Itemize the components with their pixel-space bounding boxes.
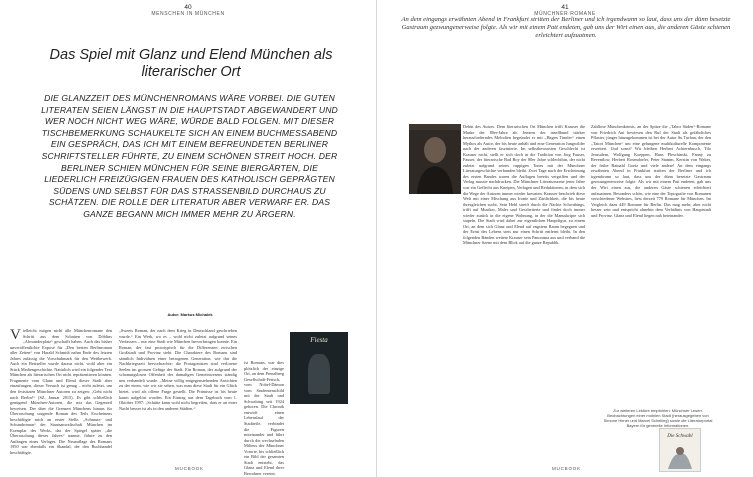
page-number: 40 — [184, 4, 192, 11]
page-number: 41 — [561, 4, 569, 11]
left-page — [0, 0, 376, 477]
article-title: Das Spiel mit Glanz und Elend München als literarischer Ort — [49, 47, 333, 80]
body-text: „Sweets Roman, der nach dem Krieg in Deutschland geschrieben wurde.“ Ein Werk, wo es – wohl nicht zuletzt aufgrund seines Verfassers – nur eine Stadt wie München hervorbringen konnte. Ein Roman, der fast prototypisch für die Differenzen zwischen Großstadt und Provinz steht. Die Charaktere des Romans sind sämtlich Individuen einer betrogenen Generation, wie ihn die Nachkriegszeit hervorbrachte; die Protagonisten sind verlorene Seelen im grossen Gefüge der Stadt. Ein Roman, der aufgrund der schonungslosen Offenheit des damaligen Gemeinwesens ständig neu verhandelt wurde. „Meine völlig entgegenstehenden Ansichten zu der einen, wie wir sie sehen, was man diese Stadt für ein Glück bietet, wird als offene Frage gestellt. Die Prämisse ist bis heute kaum aufgelöst worden. Ein Eintrag aus dem Tagebuch vom 1. Oktober 1997: „Schütte kann wohl nicht begreifen, dass er an einer Nacht besser ist als in den anderen Städten.“ — [119, 328, 237, 411]
right-page — [377, 0, 753, 477]
left-page-header — [128, 4, 248, 17]
drop-cap: V — [10, 327, 21, 343]
pull-quote: An dem eingangs erwähnten Abend in Frankfurt stritten der Berliner und ich irgendwann so laut, dass uns der dünn besetzte Gastraum gezwungenerweise folgte. Als wir mit einem Patt endeten, gab uns der Wirt einen aus, die anderen Gäste schienen erleichtert aufzuatmen. — [401, 16, 731, 40]
book-cover-title: Fiesta — [310, 336, 328, 344]
body-column-3 — [244, 360, 285, 476]
body-text: Debüt des Autors. Dem literarischen Ort München trifft Krauser die Maske der 80er-Jahre ab. Jemens der insellbund stärker herausforderndes Melodien begründet er mit „Hagen Tinnler“ einen Mythos als Autor, der bis heute anhält und eine Generation Jungwilder nach der anderen faszinierte. Im selbstbewussten Geschlecht ist Krauser nicht, stellt er sich doch in die Tradition von Jörg Fauser, Fauser, der literarische Bad Boy der 80er Jahre schlechthin, der nicht zuletzt aufgrund seines ruppigen Tones mit der Münchner Literaturgeschichte verbunden bleibt. Zwei Tage nach der Erscheinung des ersten Bandes waren die Auflagen bereits vergriffen und der Verlag musste nachdrucken. Die Münchner Literaturszene jener Jahre war ein Geflecht aus Kneipen, Verlagen und Redaktionen, in dem sich die Wege der Autoren immer wieder kreuzten. Krauser beschrieb diese Welt mit einer Mischung aus Ironie und Zärtlichkeit, die bis heute ihresgleichen sucht. Sein Held streift durch die Nächte Schwabings, trifft auf Musiker, Maler und Gescheiterte und findet doch immer wieder zurück in die eigene Wohnung, in der die Manuskripte sich stapeln. Die Stadt wird dabei zur eigentlichen Hauptfigur, zu einem Ort, an dem sich Glanz und Elend auf engstem Raum begegnen und der Ernst des Lebens stets nur einen Schritt entfernt bleibt. In den folgenden Bänden weitete Krauser sein Panorama aus und verband die Münchner Szene mit dem Blick auf die ganze Republik. — [463, 124, 585, 246]
footer-brand: MUCBOOK — [175, 466, 204, 471]
body-text: ist Romans, war dies plötzlich der einzige Ort, an dem Prenzlberg Gesellschaft-Fetisch, vom Nobel-Dämon vom Studentenschild mit der Stadt und Schwabing seit 1924 geboren. Die Chronik entwirft einen Lebenslauf der Stadtteile, verbindet die Figuren miteinander und führt durch die wechselnden Milieus der Münchner Vororte, bis schließlich ein Bild der gesamten Stadt entsteht, das Glanz und Elend ihrer Bewohner vereint. — [244, 360, 285, 476]
body-text: Zahllose Münchenkrimis, an der Spitze die „Tabor Süden“-Romane von Friedrich Ani bewiesen den Ruf der Stadt als gefährliches Pflaster, jünger hinzugekommen ist bei der Autor Su Turhan, der den „Tatort München“ um eine gelungene multikulturelle Komponente erweitert. Und sonst? Wir bleiben Herbert Achternbusch, Tilo Jerusalem, Wolfgang Koeppen, Hans Pleschinski, Fanny zu Reventlow, Herbert Rosendorfer, Peter Stamm, Kerstin von Walter, der frühe Rainald Goetz und viele andere! An dem eingangs erwähnten Abend in Frankfurt stritten der Berliner und ich irgendwann so laut, dass uns der dünn besetzte Gastraum gezwungenerweise folgte. Als wir mit einem Patt endeten, gab uns der Wirt einen aus, die anderen Gäste schienen erleichtert aufzuatmen. Besonders schön, wie eine der Topografie von Romanen verschiedener Websites, liest derzeit 779 Romane für München. Im Vergleich dazu 449 Romane für Berlin. Das mag mehr, aber nicht besser sein und entspricht ohnehin dem Verhältnis von Hauptstadt und Provinz. Glanz und Elend liegen nah beieinander. — [591, 124, 711, 218]
portrait-icon — [409, 124, 461, 194]
body-column-1 — [463, 124, 585, 467]
section-label: MENSCHEN IN MÜNCHEN — [151, 11, 225, 17]
body-column-1 — [10, 328, 112, 466]
body-text: ielleicht mögen nicht alle Münchenromane den Schritt aus dem Schatten von Döblins „Alexanderplatz“ geschafft haben. Auch das bisher unveröffentlichte Exposé für „Den besten Berlinroman aller Zeiten“ von Harald Schmidt nahm Ende des letzten Jahres zulässig die Vorschubmark für den Wettbewerb. Auch ein Bestseller wurde daraus nicht, wohl aber ein Stück Mediengeschichte. Natürlich wird ein folgender Text München als literarischen Ort nicht repräsentieren können. Fragmente vom Glanz und Elend dieser Stadt aber einzufangen, dieser Versuch ist genug – nicht zuletzt, um den festsitzten Münchner Autoren zu zeigen: „Geht nicht nach Berlin!“ (SZ, Januar 2015). Es gibt schließlich genügend München-Autoren, die mir das Gegenteil beweisen. Der über die Grenzen Münchens hinaus für Überraschung sorgende Roman des Teils Erscheinens beschäftigte mich an erster Stelle. „Schmutz- und Schundroman“ der Staatsanwaltschaft München im Exemplar des Werks, das der Spiegel später „die Überraschung dieses Jahres“ nannte, führte zu den Anfängen eines Verlages. Die Neuauflage des Romans 1950 war ebenfalls ein Skandal, der den Buchhandel beschäftigte. — [10, 328, 112, 456]
body-column-2 — [119, 328, 237, 466]
image-caption: Zur weiteren Lektüre empfohlen: Münchner Leserr. Beobachtungen einer mobilen Stadt (herausgegeben von Simone Hirner und Marcel Schelling) sowie die Literaturportal Bayern für generelle Informationen. — [603, 408, 713, 428]
cover-figure — [308, 354, 330, 394]
author-photo — [409, 124, 461, 194]
author-line: Autor: Markus Michalek — [167, 312, 213, 317]
footer-brand: MUCBOOK — [552, 466, 581, 471]
cover-illustration-icon — [660, 441, 700, 471]
book-cover-image — [659, 428, 701, 472]
book-cover-title: Die Schwabl — [667, 434, 693, 439]
body-column-2 — [591, 124, 711, 276]
article-lead: DIE GLANZZEIT DES MÜNCHENROMANS WÄRE VORBEI. DIE GUTEN LITERATEN SEIEN LÄNGST IN DIE HAUPTSTADT ABGEWANDERT UND WER NOCH NICHT WEG WÄRE, WÜRDE BALD FOLGEN. MIT DIESER TISCHBEMERKUNG SCHAUKELTE SICH AN EINEM BUCHMESSABEND EIN GESPRÄCH, DAS ICH MIT EINEM BEFREUNDETEN BERLINER SCHRIFTSTELLER FÜHRTE, ZU EINEM SCHÖNEN STREIT HOCH. DER BERLINER SCHIEN MÜNCHEN FÜR SEINE BIERGÄRTEN, DIE LIEDERLICH FREIZÜGIGEN FRAUEN DES KATHOLISCH GEPRÄGTEN SÜDENS UND SELBST FÜR DAS STRASSENBILD DURCHAUS ZU SCHÄTZEN. DIE ROLLE DER LITERATUR ABER VERWARF ER. DAS GANZE BEGANN MICH IMMER MEHR ZU ÄRGERN. — [41, 93, 338, 219]
book-cover-image — [290, 332, 348, 404]
section-label: MÜNCHNER ROMANE — [534, 11, 596, 17]
